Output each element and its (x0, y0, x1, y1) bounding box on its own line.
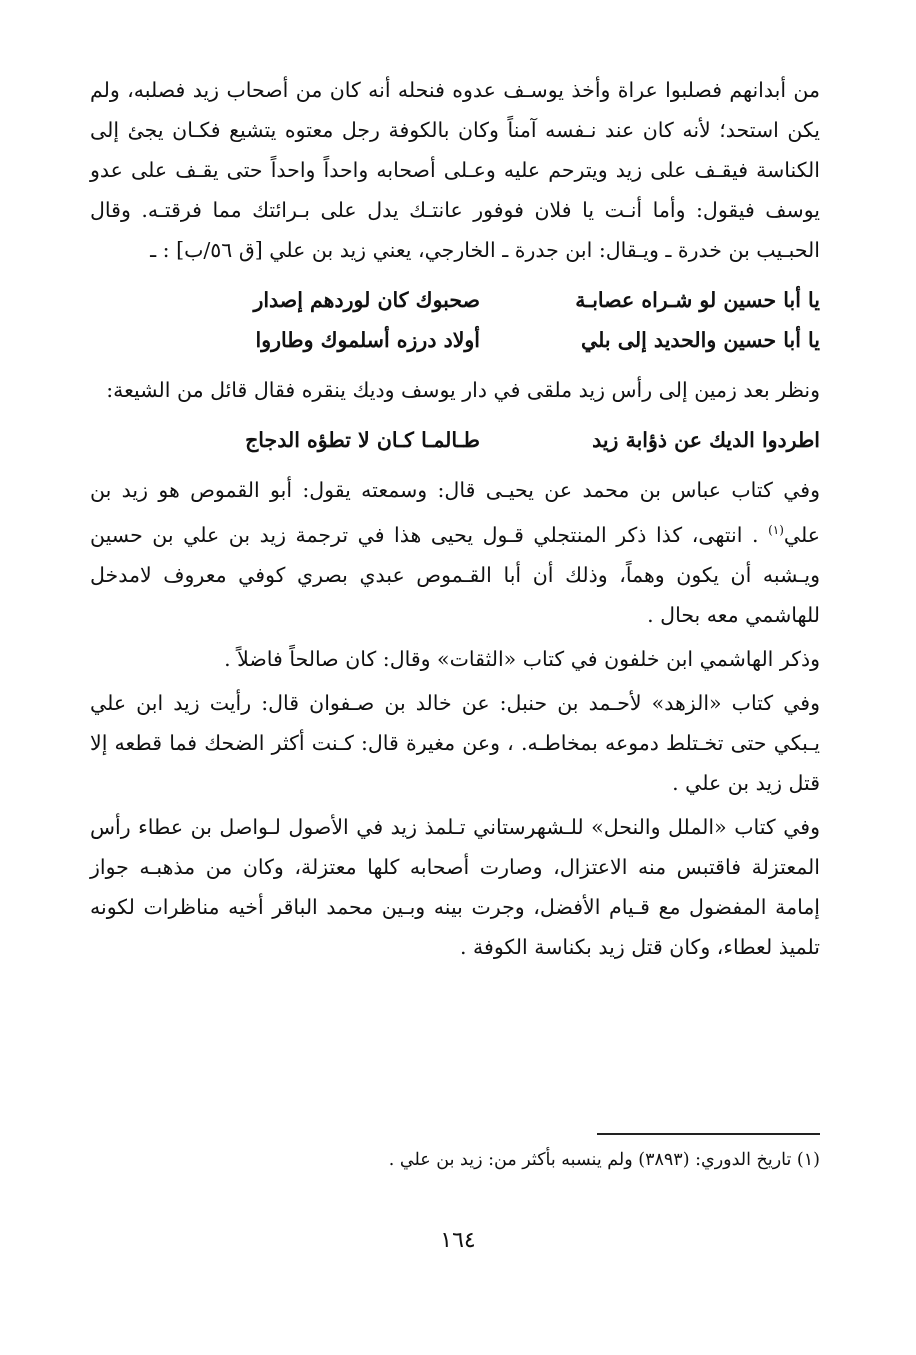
poem (90, 420, 820, 460)
paragraph: ونظر بعد زمين إلى رأس زيد ملقى في دار يوسف وديك ينقره فقال قائل من الشيعة: (106, 378, 820, 402)
verse-second-hemistich: أولاد درزه أسلموك وطاروا (255, 328, 480, 352)
footnote-separator (597, 1133, 820, 1135)
poem-line (90, 320, 820, 360)
paragraph: وذكر الهاشمي ابن خلفون في كتاب «الثقات» وقال: كان صالحاً فاضلاً . (224, 646, 820, 671)
verse-first-hemistich: يا أبا حسين والحديد إلى بلي (581, 328, 820, 352)
footnote-marker: (١) (768, 523, 784, 537)
footnote: (١) تاريخ الدوري: (٣٨٩٣) ولم ينسبه بأكثر من: زيد بن علي . (388, 1150, 820, 1170)
paragraph-text: . انتهى، كذا ذكر المنتجلي قـول يحيى هذا في ترجمة زيد بن علي بن حسين ويـشبه أن يكون وهماً، وذلك أن أبا القـموص عبدي بصري كوفي معروف لامدخل للهاشمي معه بحال . (90, 522, 820, 627)
page-body (90, 70, 820, 971)
verse-first-hemistich: اطردوا الديك عن ذؤابة زيد (592, 428, 820, 452)
poem-line (90, 420, 820, 460)
paragraph (90, 470, 820, 635)
poem (90, 280, 820, 360)
paragraph: وفي كتاب «الزهد» لأحـمد بن حنبل: عن خالد بن صـفوان قال: رأيت زيد ابن علي يـبكي حتى تخـتلط دموعه بمخاطـه. ، وعن مغيرة قال: كـنت أكثر الضحك فما قطعه إلا قتل زيد بن علي . (90, 690, 820, 795)
paragraph-text: وفي كتاب عباس بن محمد عن يحيـى قال: وسمعته يقول: أبو القموص هو زيد بن علي (90, 478, 820, 547)
paragraph: من أبدانهم فصلبوا عراة وأخذ يوسـف عدوه فنحله أنه كان من أصحاب زيد فصلبه، ولم يكن استحد؛ لأنه كان عند نـفسه آمناً وكان بالكوفة رجل معتوه يتشيع فكـان يجئ إلى الكناسة فيقـف على زيد ويترحم عليه وعـلى أصحابه واحداً واحداً حتى يقـف على عدو يوسف فيقول: وأما أنـت يا فلان فوفور عانتـك يدل على بـرائتك مما فرقتـه. وقال الحبـيب بن خدرة ـ ويـقال: ابن جدرة ـ الخارجي، يعني زيد بن علي [ق ٥٦/ب] : ـ (90, 78, 820, 262)
verse-first-hemistich: يا أبا حسين لو شـراه عصابـة (575, 288, 820, 312)
paragraph: وفي كتاب «الملل والنحل» للـشهرستاني تـلمذ زيد في الأصول لـواصل بن عطاء رأس المعتزلة فاقتبس منه الاعتزال، وصارت أصحابه كلها معتزلة، وكان من مذهبـه جواز إمامة المفضول مع قـيام الأفضل، وجرت بينه وبـين محمد الباقر أخيه مناظرات لكونه تلميذ لعطاء، وكان قتل زيد بكناسة الكوفة . (90, 814, 820, 959)
page-number: ١٦٤ (440, 1228, 476, 1253)
verse-second-hemistich: طـالمـا كـان لا تطؤه الدجاج (245, 428, 480, 452)
poem-line (90, 280, 820, 320)
verse-second-hemistich: صحبوك كان لوردهم إصدار (253, 288, 480, 312)
